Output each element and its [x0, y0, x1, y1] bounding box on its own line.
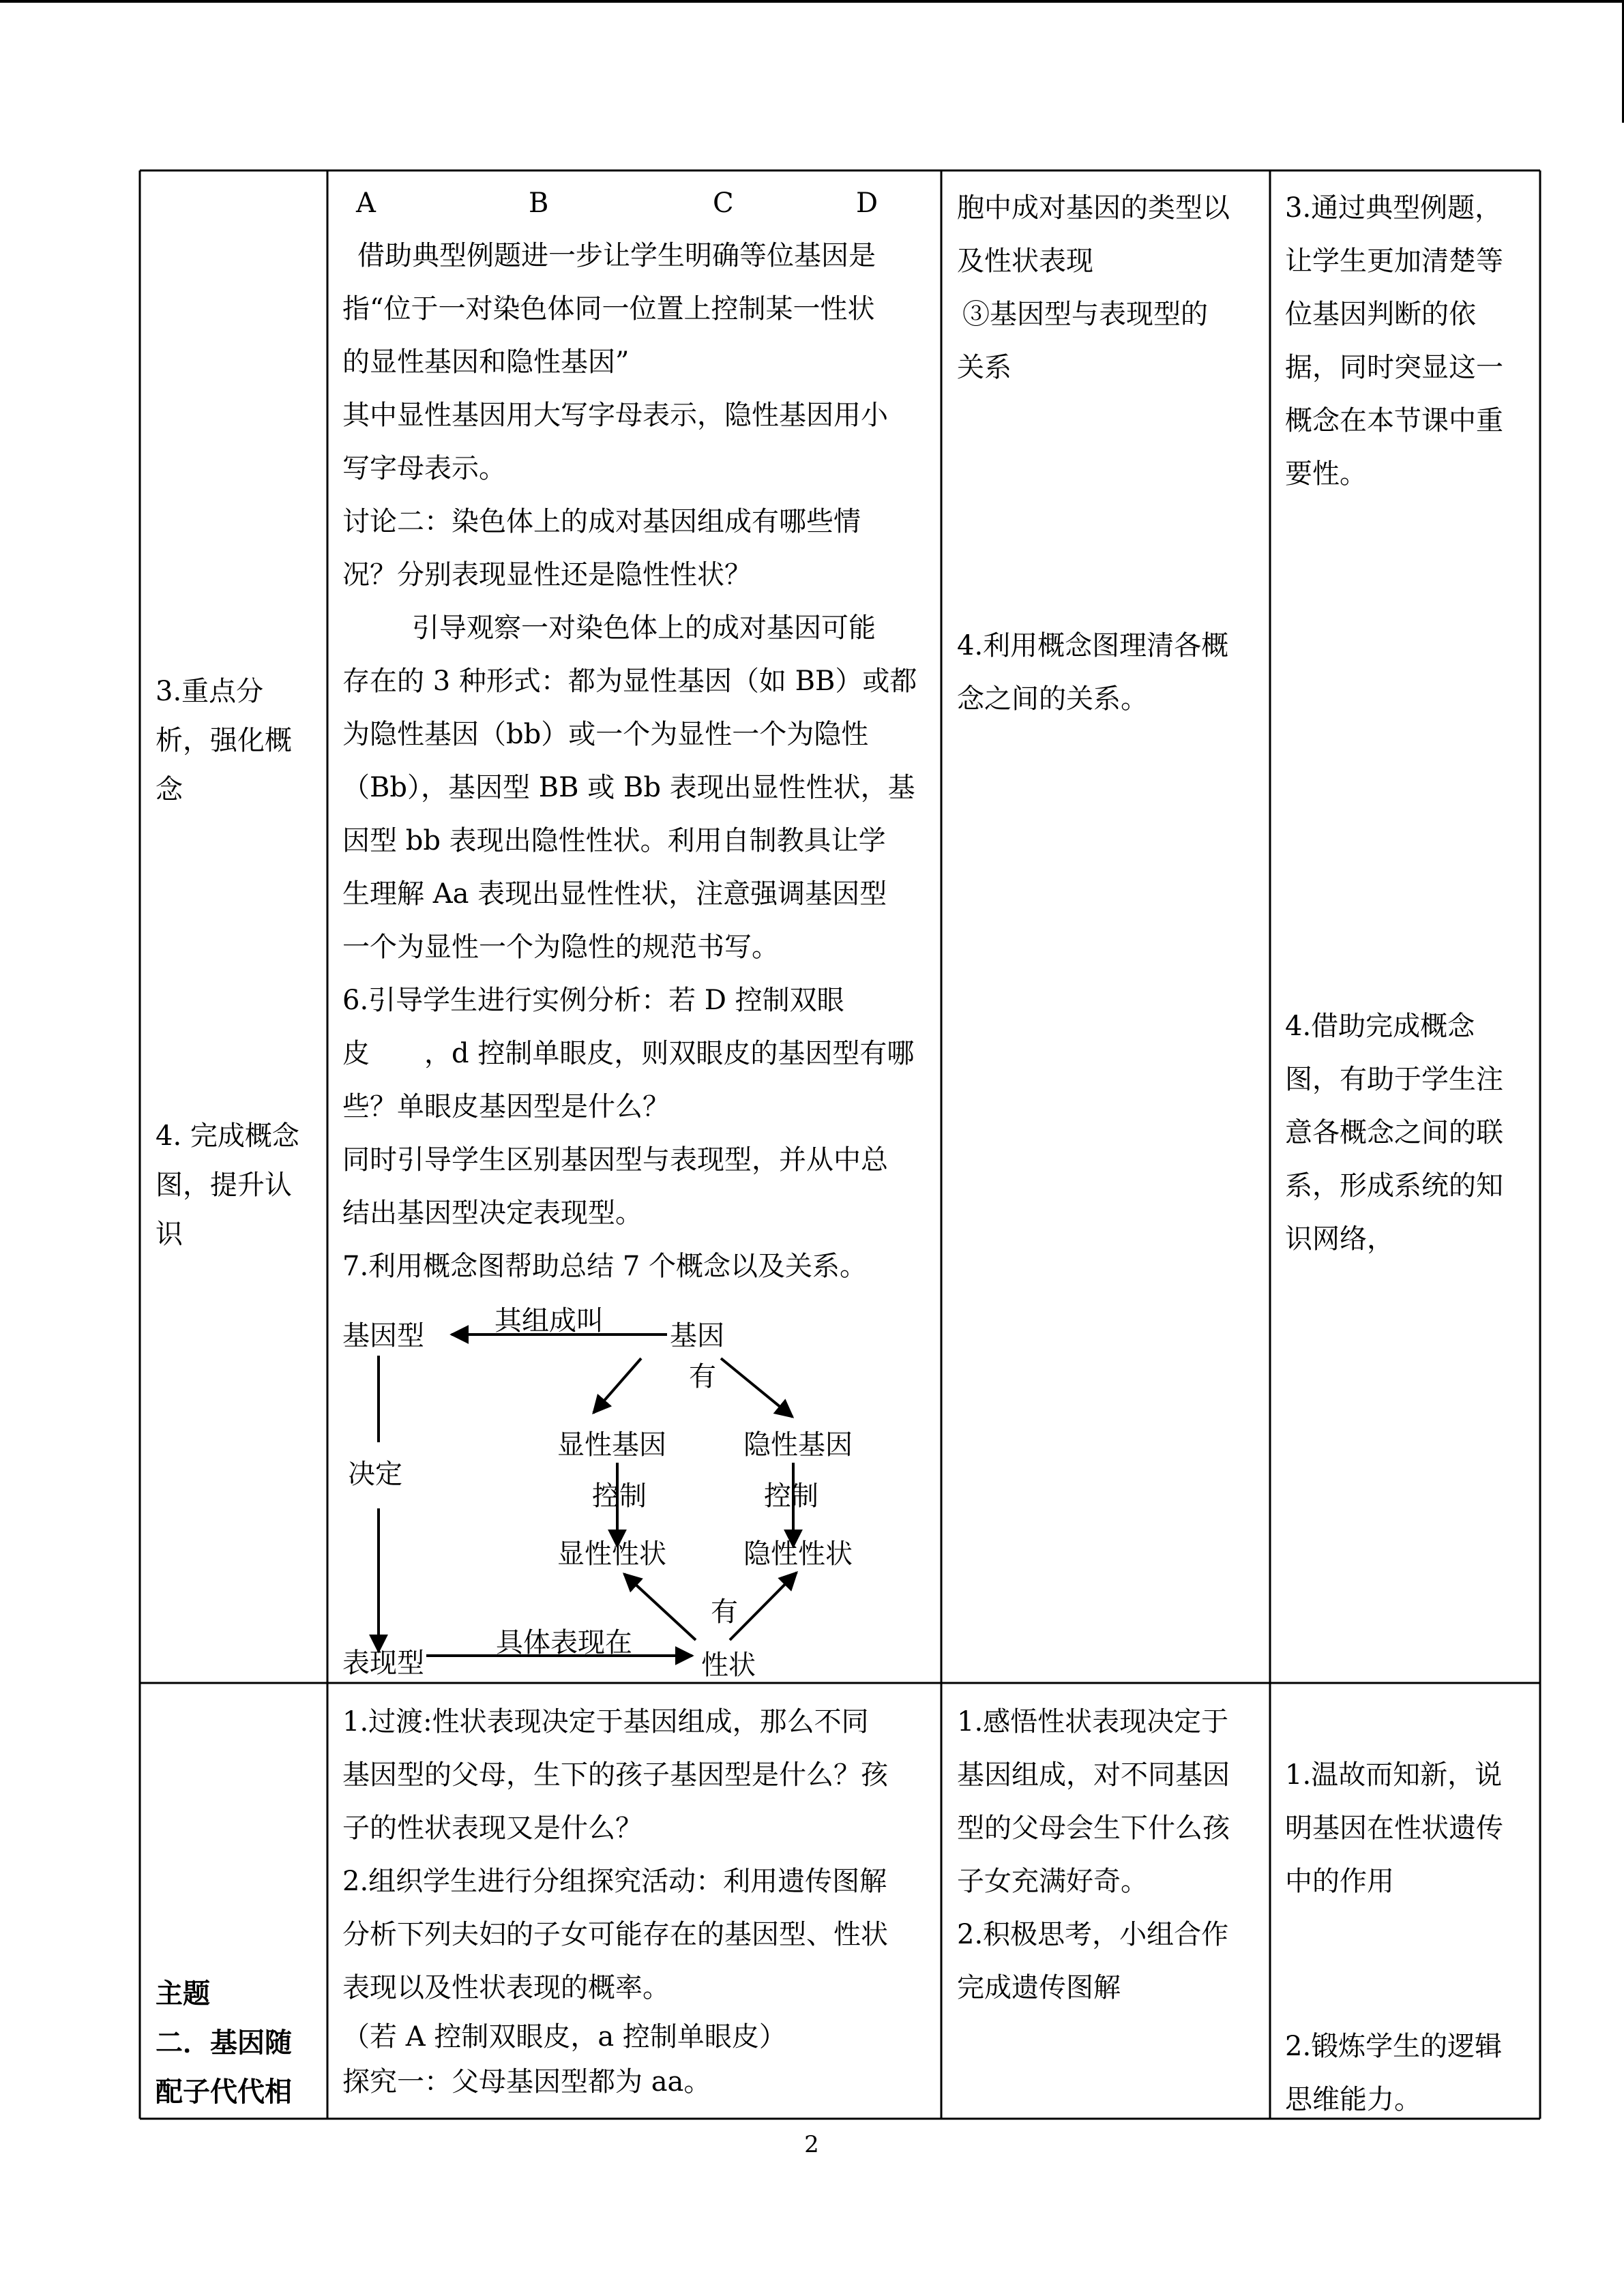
text-line: 及性状表现	[957, 245, 1093, 277]
text-line: 分析下列夫妇的子女可能存在的基因型、性状	[342, 1919, 888, 1950]
text-line: 指“位于一对染色体同一位置上控制某一性状	[342, 293, 875, 325]
text-line: 胞中成对基因的类型以	[957, 192, 1230, 224]
text-line: 型的父母会生下什么孩	[957, 1813, 1230, 1844]
text-line: 6.引导学生进行实例分析：若 D 控制双眼	[342, 985, 844, 1016]
edge-has-top: 有	[689, 1361, 716, 1392]
text-line: 子的性状表现又是什么？	[342, 1813, 643, 1844]
arrow-gene-recessive	[721, 1358, 793, 1417]
topic-line: 二．基因随	[156, 2027, 292, 2059]
text-line: （Bb），基因型 BB 或 Bb 表现出显性性状，基	[342, 772, 915, 803]
text-line: 念之间的关系。	[957, 683, 1148, 715]
text-line: 位基因判断的依	[1285, 299, 1476, 330]
text-line: 2.锻炼学生的逻辑	[1285, 2031, 1503, 2062]
edge-determines: 决定	[348, 1459, 402, 1490]
text-line: 4.借助完成概念	[1285, 1011, 1475, 1042]
edge-control-right: 控制	[764, 1480, 818, 1512]
text-line: 引导观察一对染色体上的成对基因可能	[412, 612, 876, 644]
text-line: 皮 ，d 控制单眼皮，则双眼皮的基因型有哪	[342, 1038, 915, 1069]
text-line: 存在的 3 种形式：都为显性基因（如 BB）或都	[342, 666, 917, 697]
text-line: 让学生更加清楚等	[1285, 245, 1503, 277]
text-line: 图，有助于学生注	[1285, 1064, 1503, 1095]
page-number: 2	[804, 2131, 819, 2158]
text-line: 7.利用概念图帮助总结 7 个概念以及关系。	[342, 1251, 868, 1282]
arrow-gene-dominant	[593, 1358, 641, 1413]
text-line: 结出基因型决定表现型。	[342, 1197, 643, 1229]
text-line: 识网络，	[1285, 1223, 1394, 1255]
text-line: 要性。	[1285, 458, 1367, 490]
option-d: D	[856, 188, 879, 219]
edge-control-left: 控制	[592, 1480, 647, 1512]
text-line: 探究一：父母基因型都为 aa。	[342, 2066, 711, 2098]
row2-col2-text	[342, 1695, 936, 2104]
text-line: 表现以及性状表现的概率。	[342, 1972, 670, 2003]
text-line: 同时引导学生区别基因型与表现型，并从中总	[342, 1144, 888, 1176]
node-phenotype: 表现型	[342, 1648, 424, 1679]
text-line: 2.组织学生进行分组探究活动：利用遗传图解	[342, 1866, 887, 1897]
text-line: 概念在本节课中重	[1285, 405, 1503, 436]
node-recessive-gene: 隐性基因	[743, 1429, 853, 1461]
text-line: 关系	[957, 352, 1012, 383]
text-line: 因型 bb 表现出隐性性状。利用自制教具让学	[342, 825, 886, 856]
row2-col1-topic	[156, 1969, 319, 2117]
text-line: 一个为显性一个为隐性的规范书写。	[342, 931, 779, 963]
text-line: 子女充满好奇。	[957, 1866, 1148, 1897]
text-line: 明基因在性状遗传	[1285, 1813, 1503, 1844]
text-line: 况？分别表现显性还是隐性性状？	[342, 559, 752, 591]
text-line: 2.积极思考，小组合作	[957, 1919, 1229, 1950]
row1-col3-item4	[957, 619, 1264, 726]
text-line: 思维能力。	[1285, 2084, 1421, 2115]
node-dominant-trait: 显性性状	[557, 1538, 666, 1570]
text-line: 的显性基因和隐性基因”	[342, 346, 630, 378]
text-line: 为隐性基因（bb）或一个为显性一个为隐性	[342, 719, 869, 750]
topic-line: 配子代代相	[156, 2076, 292, 2108]
row1-col1-item3: 3.重点分析，强化概念	[156, 676, 292, 805]
text-line: 1.感悟性状表现决定于	[957, 1706, 1229, 1738]
node-gene: 基因	[670, 1320, 724, 1352]
text-line: 讨论二：染色体上的成对基因组成有哪些情	[342, 506, 861, 537]
option-c: C	[713, 188, 734, 219]
option-b: B	[529, 188, 549, 219]
text-line: 4.利用概念图理清各概	[957, 630, 1229, 661]
row2-col4-item2	[1285, 2020, 1537, 2126]
node-recessive-trait: 隐性性状	[743, 1538, 853, 1570]
text-line: 中的作用	[1285, 1866, 1394, 1897]
text-line: 系，形成系统的知	[1285, 1170, 1503, 1202]
text-line: 3.通过典型例题，	[1285, 192, 1503, 224]
edge-expressed-as: 具体表现在	[496, 1627, 632, 1658]
text-line: 据，同时突显这一	[1285, 352, 1503, 383]
node-genotype: 基因型	[342, 1320, 424, 1352]
text-line: 完成遗传图解	[957, 1972, 1121, 2003]
row1-col4-item4	[1285, 1000, 1537, 1266]
row2-col4-item1	[1285, 1748, 1537, 1908]
text-line: 1.温故而知新，说	[1285, 1759, 1503, 1791]
option-a: A	[356, 188, 376, 219]
text-line: 基因组成，对不同基因	[957, 1759, 1230, 1791]
edge-has-bottom: 有	[711, 1596, 738, 1628]
arrow-trait-recessive	[730, 1572, 797, 1640]
text-line: 些？单眼皮基因型是什么？	[342, 1091, 670, 1122]
topic-line: 主题	[156, 1978, 210, 2010]
text-line: ③基因型与表现型的	[962, 299, 1208, 330]
text-line: 其中显性基因用大写字母表示，隐性基因用小	[342, 400, 888, 431]
text-line: 基因型的父母，生下的孩子基因型是什么？孩	[342, 1759, 888, 1791]
row1-col4-item3	[1285, 181, 1537, 501]
row1-col3-text	[957, 181, 1264, 394]
text-line: 生理解 Aa 表现出显性性状，注意强调基因型	[342, 878, 887, 910]
node-trait: 性状	[701, 1650, 756, 1681]
text-line: （若 A 控制双眼皮，a 控制单眼皮）	[342, 2021, 786, 2053]
edge-composed-called: 其组成叫	[494, 1305, 604, 1337]
arrow-trait-dominant	[624, 1574, 696, 1640]
text-line: 写字母表示。	[342, 453, 506, 484]
row2-col3-text	[957, 1695, 1264, 2014]
node-dominant-gene: 显性基因	[557, 1429, 666, 1461]
row1-col1-item4: 4. 完成概念图，提升认识	[156, 1120, 299, 1250]
text-line: 1.过渡:性状表现决定于基因组成，那么不同	[342, 1706, 869, 1738]
text-line: 意各概念之间的联	[1285, 1117, 1503, 1148]
text-line: 借助典型例题进一步让学生明确等位基因是	[357, 240, 876, 271]
